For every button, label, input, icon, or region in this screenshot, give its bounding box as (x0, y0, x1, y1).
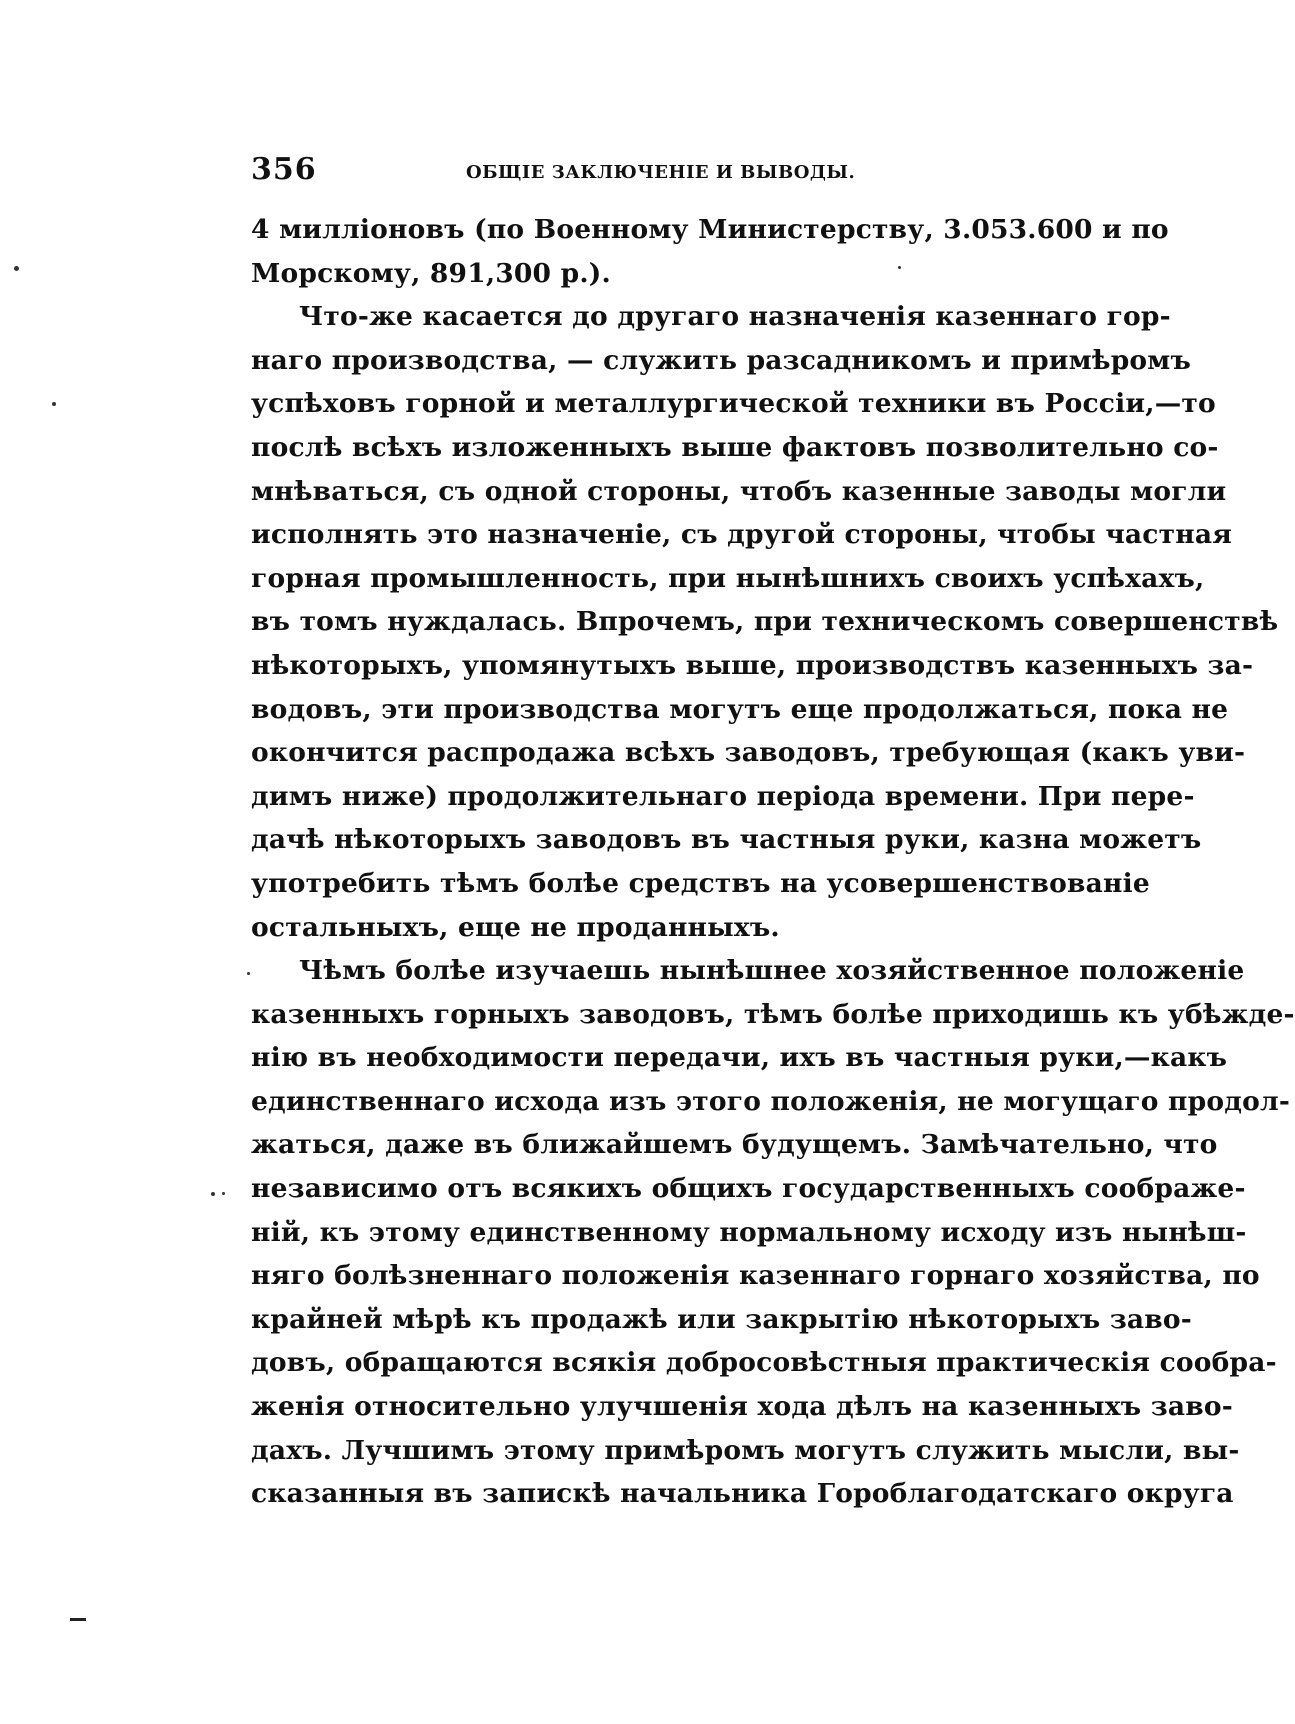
text-line: Чѣмъ болѣе изучаешь нынѣшнее хозяйственное положеніе (299, 955, 1245, 987)
text-line: нѣкоторыхъ, упомянутыхъ выше, производствъ казенныхъ за- (251, 649, 1254, 681)
text-line: въ томъ нуждалась. Впрочемъ, при техническомъ совершенствѣ (251, 606, 1279, 638)
text-line: окончится распродажа всѣхъ заводовъ, требующая (какъ уви- (251, 737, 1246, 769)
scan-speck (14, 266, 19, 271)
body-text (251, 208, 1295, 1516)
text-line: Морскому, 891,300 р.). (251, 257, 611, 289)
scan-speck (211, 1192, 215, 1196)
scan-speck (52, 402, 56, 406)
text-line: горная промышленность, при нынѣшнихъ своихъ успѣхахъ, (251, 562, 1205, 594)
text-line: женія относительно улучшенія хода дѣлъ на казенныхъ заво- (251, 1391, 1233, 1423)
text-line: дачѣ нѣкоторыхъ заводовъ въ частныя руки, казна можетъ (251, 824, 1202, 856)
text-line: употребить тѣмъ болѣе средствъ на усовершенствованіе (251, 867, 1150, 899)
text-line: мнѣваться, съ одной стороны, чтобъ казенные заводы могли (251, 475, 1227, 507)
text-line: Что-же касается до другаго назначенія казеннаго гор- (299, 301, 1171, 333)
running-head (251, 148, 1031, 192)
text-line: дахъ. Лучшимъ этому примѣромъ могутъ служить мысли, вы- (251, 1434, 1240, 1466)
text-line: успѣховъ горной и металлургической техники въ Россіи,—то (251, 388, 1216, 420)
text-line: послѣ всѣхъ изложенныхъ выше фактовъ позволительно со- (251, 431, 1219, 463)
text-line: жаться, даже въ ближайшемъ будущемъ. Замѣчательно, что (251, 1129, 1218, 1161)
scan-dash-mark (70, 1618, 86, 1621)
text-line: нію въ необходимости передачи, ихъ въ частныя руки,—какъ (251, 1042, 1228, 1074)
scan-speck (247, 972, 250, 975)
text-line: водовъ, эти производства могутъ еще продолжаться, пока не (251, 693, 1229, 725)
text-line: довъ, обращаются всякія добросовѣстныя практическія сообра- (251, 1347, 1277, 1379)
text-line: 4 милліоновъ (по Военному Министерству, 3.053.600 и по (251, 214, 1169, 245)
page-number: 356 (251, 152, 317, 187)
text-line: исполнять это назначеніе, съ другой стороны, чтобы частная (251, 519, 1232, 551)
text-line: димъ ниже) продолжительнаго періода времени. При пере- (251, 780, 1195, 812)
text-line: сказанныя въ запискѣ начальника Гороблагодатскаго округа (251, 1478, 1234, 1510)
text-line: крайней мѣрѣ къ продажѣ или закрытію нѣкоторыхъ заво- (251, 1303, 1192, 1335)
text-line: остальныхъ, еще не проданныхъ. (251, 911, 780, 943)
text-line: ній, къ этому единственному нормальному исходу изъ нынѣш- (251, 1216, 1247, 1248)
text-line: казенныхъ горныхъ заводовъ, тѣмъ болѣе приходишь къ убѣжде- (251, 998, 1295, 1030)
text-line: наго производства, — служить разсадникомъ и примѣромъ (251, 344, 1192, 376)
text-line: единственнаго исхода изъ этого положенія, не могущаго продол- (251, 1085, 1291, 1117)
text-line: независимо отъ всякихъ общихъ государственныхъ соображе- (251, 1173, 1246, 1205)
scan-speck (222, 1192, 225, 1195)
text-line: няго болѣзненнаго положенія казеннаго горнаго хозяйства, по (251, 1260, 1260, 1292)
scan-speck (898, 266, 901, 269)
running-title: ОБЩІЕ ЗАКЛЮЧЕНІЕ И ВЫВОДЫ. (466, 162, 856, 183)
